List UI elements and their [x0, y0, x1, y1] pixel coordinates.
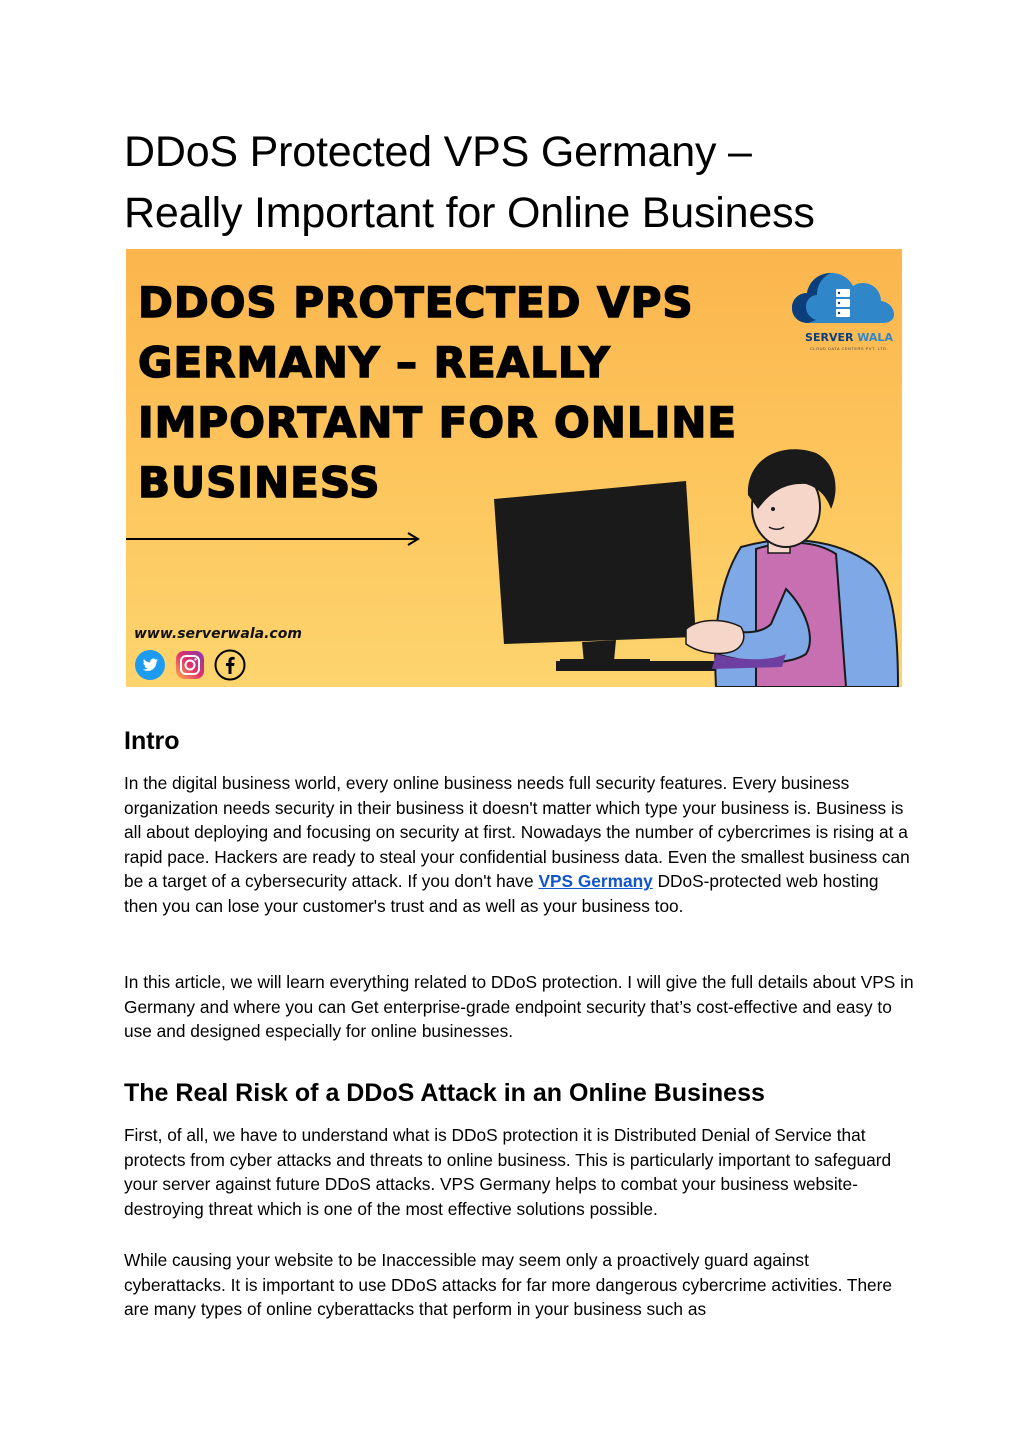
title-line-1: DDoS Protected VPS Germany – — [124, 128, 752, 176]
intro-text-after-link: DDoS-protected web hosting then you can lose your customer's trust and as well as your business too. — [124, 871, 879, 916]
arrow-right-icon — [126, 529, 426, 549]
risk-paragraph-2: While causing your website to be Inaccessible may seem only a proactively guard against cyberattacks. It is important to use DDoS attacks for far more dangerous cybercrime activities. There are many types of online cyberattacks that perform in your business such as — [124, 1250, 893, 1320]
risk-paragraph-1: First, of all, we have to understand what is DDoS protection it is Distributed Denial of Service that protects from cyber attacks and threats to online business. This is particularly important to safeguard your server against future DDoS attacks. VPS Germany helps to combat your business website-destroying threat which is one of the most effective solutions possible. — [124, 1125, 892, 1219]
vps-germany-link[interactable]: VPS Germany — [538, 871, 653, 892]
banner-url: www.serverwala.com — [134, 626, 302, 642]
hero-banner-image — [126, 249, 902, 687]
person-at-computer-illustration — [486, 439, 902, 687]
logo-text-server: SERVER — [805, 331, 854, 344]
banner-headline-line: DDOS PROTECTED VPS — [138, 278, 694, 327]
section-heading-risk: The Real Risk of a DDoS Attack in an Online Business — [124, 1079, 765, 1107]
logo-text-wala: WALA — [857, 331, 893, 344]
intro-paragraph-1 — [124, 771, 914, 919]
intro-paragraph-2: In this article, we will learn everything related to DDoS protection. I will give the full details about VPS in Germany and where you can Get enterprise-grade endpoint security that’s cost-effective and easy to use and designed especially for online businesses. — [124, 972, 914, 1042]
logo-wordmark — [794, 331, 902, 344]
banner-headline-line: BUSINESS — [138, 458, 381, 507]
banner-headline-line: GERMANY – REALLY — [138, 338, 611, 387]
twitter-icon — [134, 649, 166, 681]
intro-text-before-link: In the digital business world, every online business needs full security features. Every business organization needs security in their business it doesn't matter which type your business is. Business is all about deploying and focusing on security at first. Nowadays the number of cybercrimes is rising at a rapid pace. Hackers are ready to steal your confidential business data. Even the smallest business can be a target of a cybersecurity attack. If you don't have — [124, 773, 910, 892]
facebook-icon — [214, 649, 246, 681]
banner-headline-line: IMPORTANT FOR ONLINE — [138, 398, 738, 447]
section-heading-intro: Intro — [124, 727, 180, 755]
serverwala-logo — [786, 259, 898, 359]
logo-subtext: CLOUD DATA CENTERS PVT. LTD. — [809, 346, 889, 351]
page-title — [124, 122, 914, 244]
title-line-2: Really Important for Online Business — [124, 189, 815, 237]
instagram-icon — [174, 649, 206, 681]
